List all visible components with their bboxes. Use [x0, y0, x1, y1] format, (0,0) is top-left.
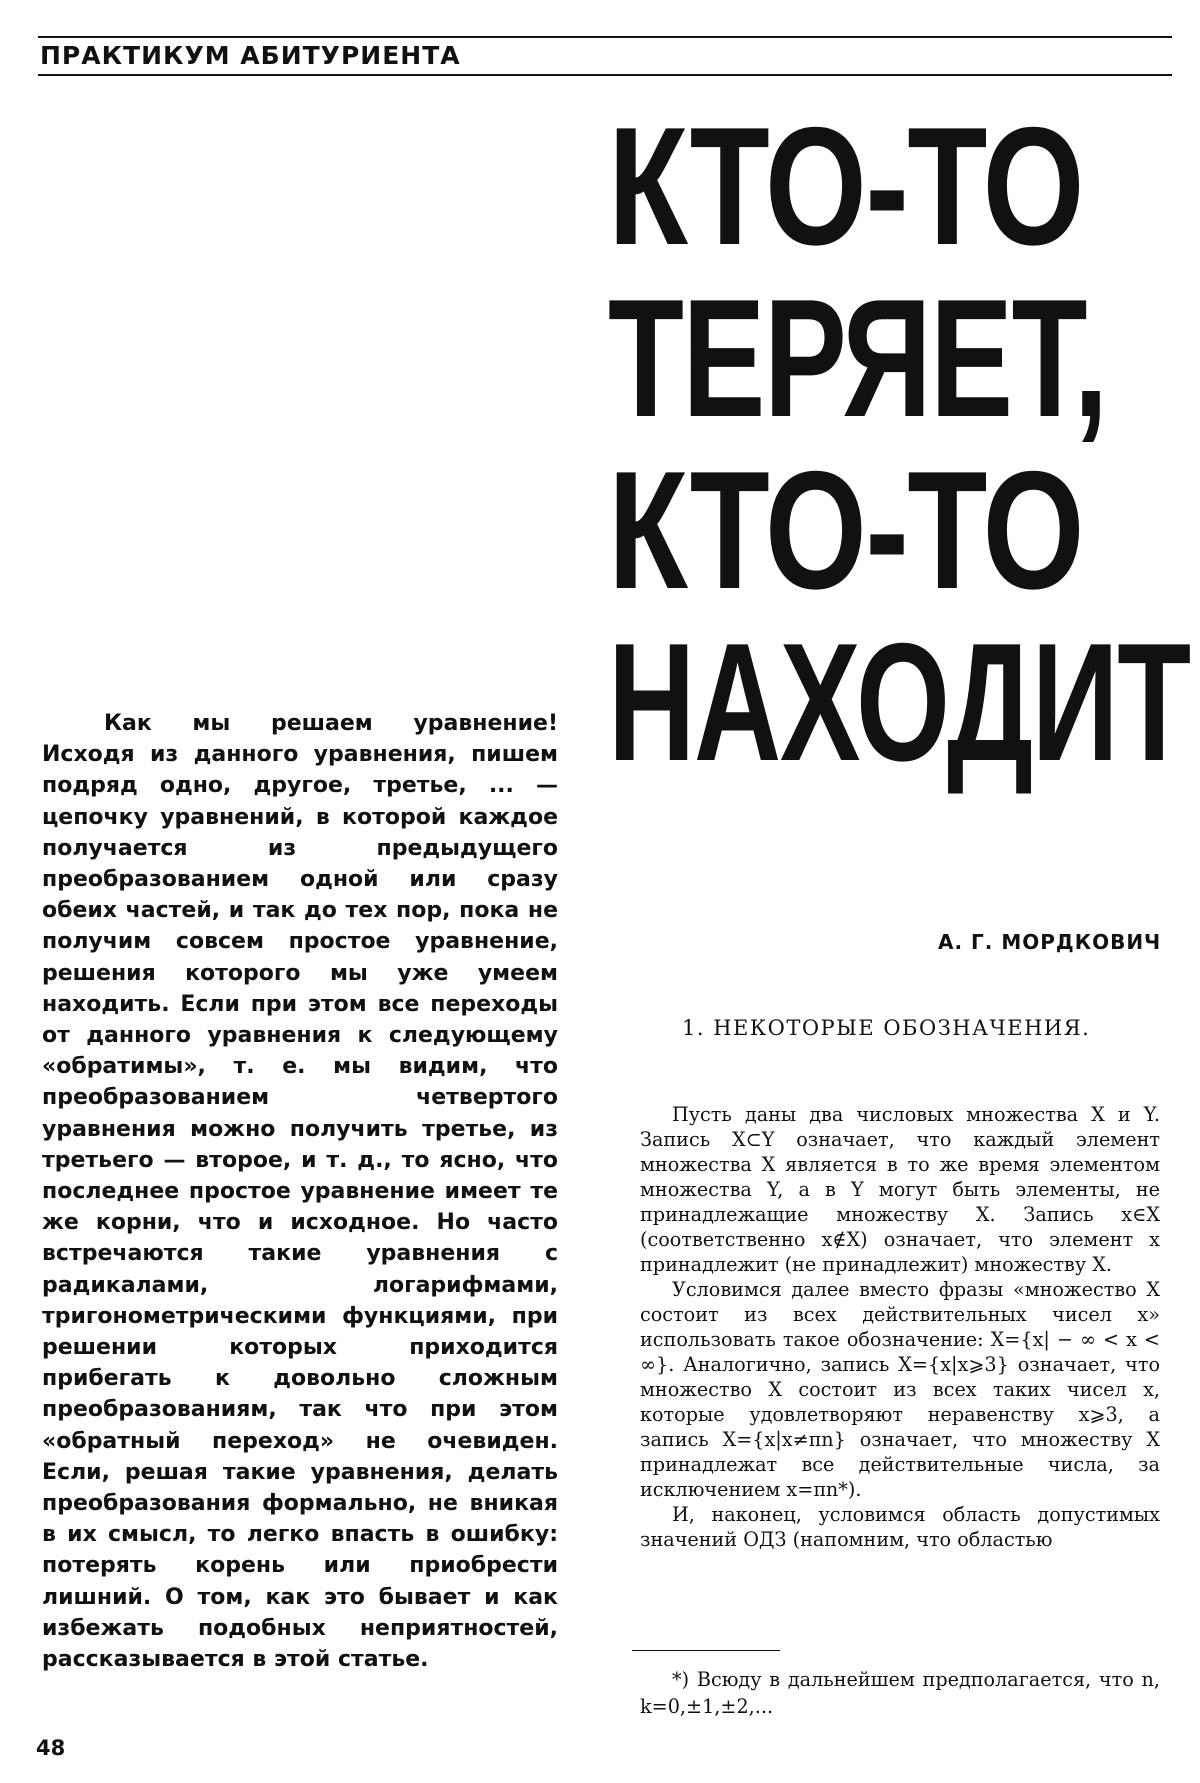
article-headline: [608, 92, 1190, 796]
footnote: *) Всюду в дальнейшем предполагается, что n, k=0,±1,±2,...: [640, 1668, 1160, 1718]
section-header: ПРАКТИКУМ АБИТУРИЕНТА: [40, 41, 461, 70]
body-paragraph-2: Условимся далее вместо фразы «множество X состоит из всех действительных чисел x» использовать такое обозначение: X={x| − ∞ < x < ∞}. Аналогично, запись X={x|x⩾3} означает, что множество X состоит из всех таких чисел x, которые удовлетворяют неравенству x⩾3, а запись X={x|x≠πn} означает, что множеству X принадлежат все действительные числа, за исключением x=πn*).: [640, 1278, 1160, 1501]
header-bottom-rule: [38, 74, 1172, 76]
headline-line-2: ТЕРЯЕТ,: [608, 264, 1107, 452]
section-title: 1. НЕКОТОРЫЕ ОБОЗНАЧЕНИЯ.: [682, 1016, 1091, 1040]
headline-line-3: КТО-ТО: [608, 436, 1083, 624]
headline-line-1: КТО-ТО: [608, 92, 1083, 280]
article-author: А. Г. МОРДКОВИЧ: [938, 930, 1162, 954]
body-paragraph-3: И, наконец, условимся область допустимых значений ОДЗ (напомним, что областью: [640, 1503, 1160, 1551]
page-number: 48: [36, 1736, 66, 1760]
footnote-rule: [632, 1650, 780, 1651]
body-paragraph-1: Пусть даны два числовых множества X и Y. Запись X⊂Y означает, что каждый элемент множества X является в то же время элементом множества Y, а в Y могут быть элементы, не принадлежащие множеству X. Запись x∈X (соответственно x∉X) означает, что элемент x принадлежит (не принадлежит) множеству X.: [640, 1103, 1160, 1276]
lead-paragraph: Как мы решаем уравнение! Исходя из данного уравнения, пишем подряд одно, другое, третье, ... — цепочку уравнений, в которой каждое получается из предыдущего преобразованием одной или сразу обеих частей, и так до тех пор, пока не получим совсем простое уравнение, решения которого мы уже умеем находить. Если при этом все переходы от данного уравнения к следующему «обратимы», т. е. мы видим, что преобразованием четвертого уравнения можно получить третье, из третьего — второе, и т. д., то ясно, что последнее простое уравнение имеет те же корни, что и исходное. Но часто встречаются такие уравнения с радикалами, логарифмами, тригонометрическими функциями, при решении которых приходится прибегать к довольно сложным преобразованиям, так что при этом «обратный переход» не очевиден. Если, решая такие уравнения, делать преобразования формально, не вникая в их смысл, то легко впасть в ошибку: потерять корень или приобрести лишний. О том, как это бывает и как избежать подобных неприятностей, рассказывается в этой статье.: [42, 711, 558, 1673]
headline-line-4: НАХОДИТ: [608, 608, 1190, 796]
body-text: [640, 1102, 1160, 1552]
